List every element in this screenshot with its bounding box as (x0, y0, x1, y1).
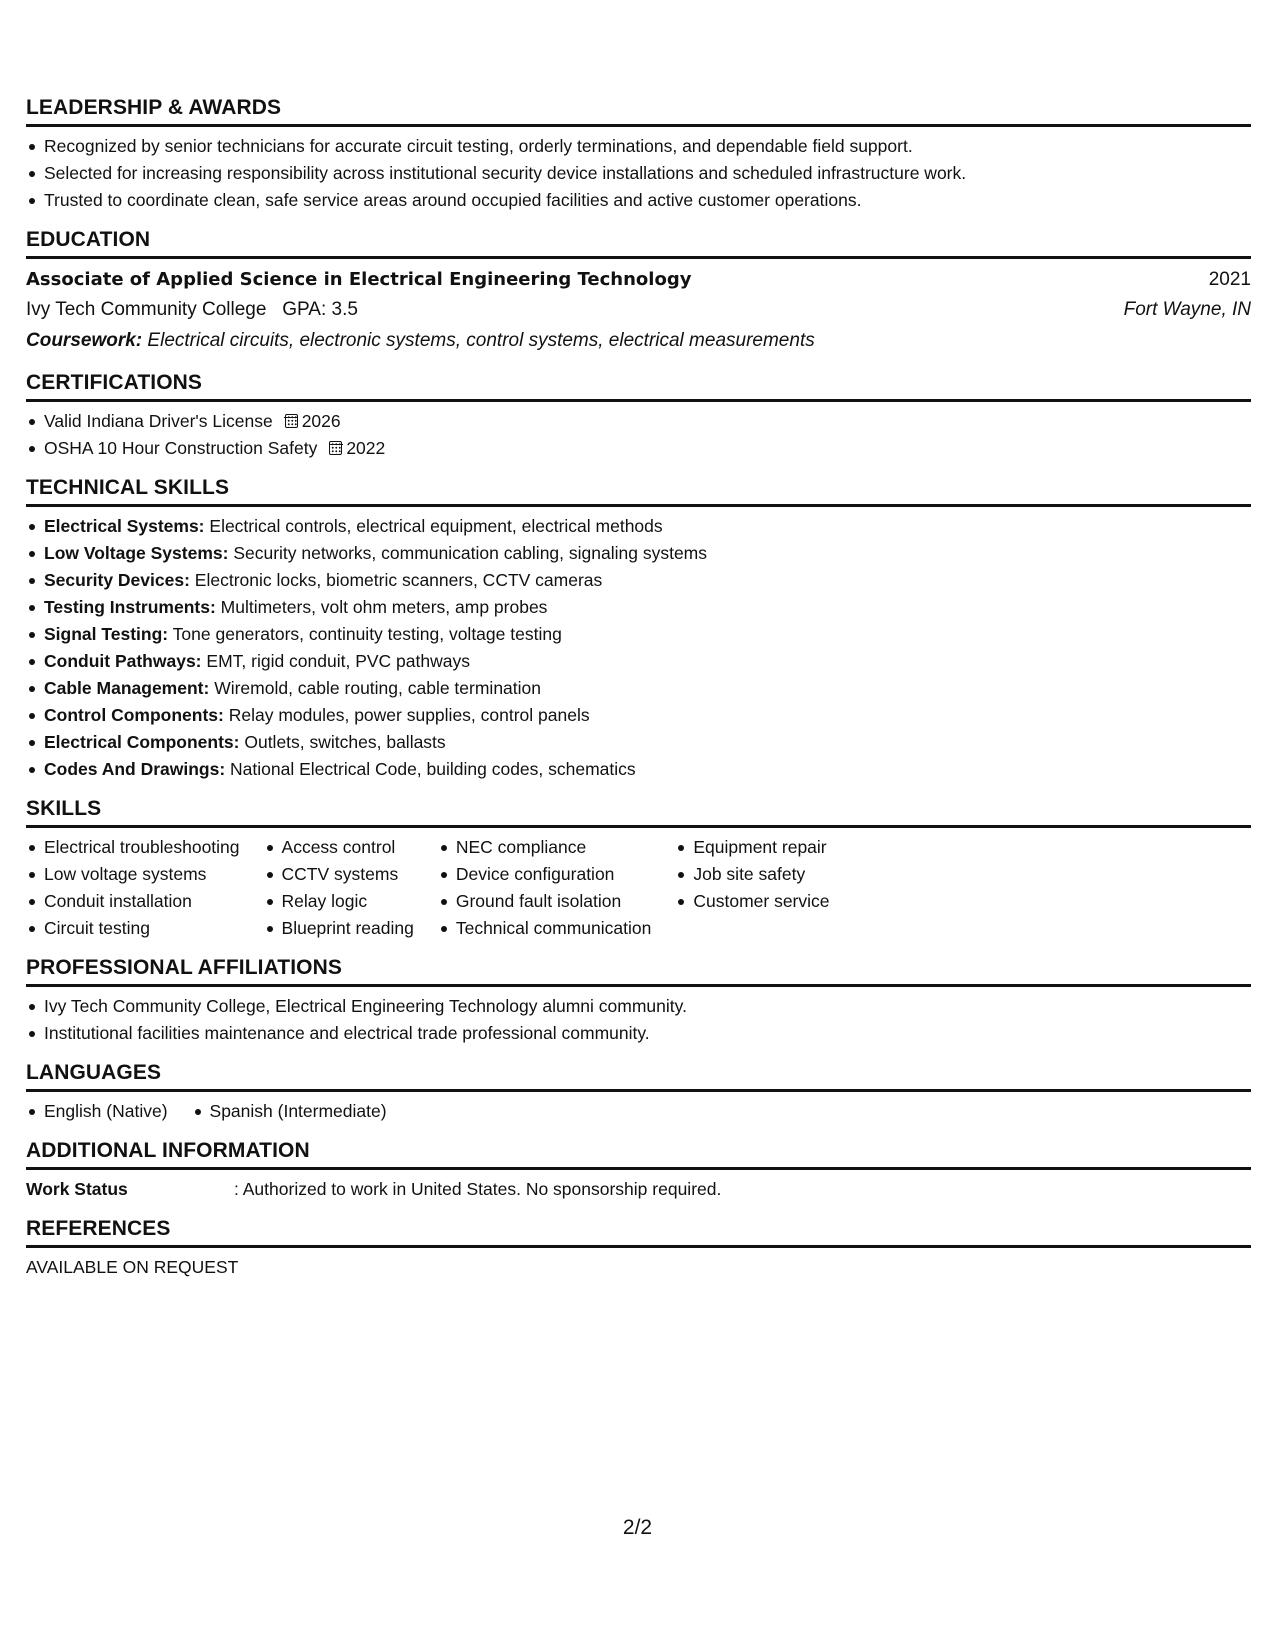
work-status-row (26, 1176, 1251, 1203)
list-item: Access control (264, 834, 414, 861)
languages-section (26, 1061, 1251, 1125)
education-school-row (26, 295, 1251, 325)
list-item (26, 648, 1251, 675)
skill-label: Electrical Components: (44, 732, 240, 752)
languages-list (26, 1098, 1251, 1125)
calendar-icon (285, 414, 298, 428)
list-item: Low voltage systems (26, 861, 240, 888)
skills-column (264, 834, 414, 942)
skill-text: Tone generators, continuity testing, voltage testing (172, 624, 562, 644)
technical-skills-section (26, 476, 1251, 783)
skills-grid (26, 834, 1251, 942)
cert-year: 2022 (346, 438, 386, 458)
degree-name: Associate of Applied Science in Electrical Engineering Technology (26, 269, 692, 290)
list-item (26, 756, 1251, 783)
list-item: Ground fault isolation (438, 888, 652, 915)
technical-skills-list (26, 513, 1251, 783)
school-info (26, 295, 358, 325)
skill-label: Conduit Pathways: (44, 651, 202, 671)
list-item (26, 702, 1251, 729)
certifications-section (26, 371, 1251, 462)
skill-text: Electronic locks, biometric scanners, CCTV cameras (194, 570, 603, 590)
skill-text: Multimeters, volt ohm meters, amp probes (220, 597, 548, 617)
references-section (26, 1217, 1251, 1281)
list-item (26, 621, 1251, 648)
skill-label: Security Devices: (44, 570, 190, 590)
affiliations-title: PROFESSIONAL AFFILIATIONS (26, 956, 1251, 987)
technical-skills-title: TECHNICAL SKILLS (26, 476, 1251, 507)
list-item: English (Native) (26, 1098, 168, 1125)
work-status-label: Work Status (26, 1179, 128, 1199)
skill-label: Codes And Drawings: (44, 759, 226, 779)
degree-year: 2021 (1208, 269, 1251, 290)
skill-text: Outlets, switches, ballasts (244, 732, 446, 752)
skill-label: Signal Testing: (44, 624, 169, 644)
skill-label: Low Voltage Systems: (44, 543, 229, 563)
list-item (26, 408, 1251, 435)
certifications-list (26, 408, 1251, 462)
list-item (26, 567, 1251, 594)
list-item: Job site safety (675, 861, 829, 888)
list-item: Spanish (Intermediate) (192, 1098, 387, 1125)
leadership-list (26, 133, 1251, 214)
gpa: GPA: 3.5 (282, 299, 358, 320)
list-item (26, 435, 1251, 462)
cert-year: 2026 (301, 411, 341, 431)
list-item: Blueprint reading (264, 915, 414, 942)
list-item: Device configuration (438, 861, 652, 888)
skills-title: SKILLS (26, 797, 1251, 828)
resume-page (26, 96, 1251, 1281)
skill-label: Control Components: (44, 705, 224, 725)
certifications-title: CERTIFICATIONS (26, 371, 1251, 402)
list-item: Recognized by senior technicians for accurate circuit testing, orderly terminations, and dependable field support. (26, 133, 1251, 160)
leadership-title: LEADERSHIP & AWARDS (26, 96, 1251, 127)
school-name: Ivy Tech Community College (26, 299, 267, 320)
list-item (26, 513, 1251, 540)
list-item: Institutional facilities maintenance and electrical trade professional community. (26, 1020, 1251, 1047)
languages-title: LANGUAGES (26, 1061, 1251, 1092)
references-text: AVAILABLE ON REQUEST (26, 1257, 239, 1277)
skills-column (26, 834, 240, 942)
coursework (26, 325, 1251, 356)
cert-name: OSHA 10 Hour Construction Safety (44, 438, 318, 458)
list-item (26, 729, 1251, 756)
coursework-text: Electrical circuits, electronic systems, control systems, electrical measurements (147, 330, 815, 351)
list-item: Conduit installation (26, 888, 240, 915)
additional-section (26, 1139, 1251, 1203)
affiliations-section (26, 956, 1251, 1047)
skill-text: Electrical controls, electrical equipment, electrical methods (209, 516, 663, 536)
coursework-label: Coursework: (26, 330, 143, 351)
leadership-section (26, 96, 1251, 214)
calendar-icon (329, 441, 342, 455)
additional-title: ADDITIONAL INFORMATION (26, 1139, 1251, 1170)
skill-text: National Electrical Code, building codes, schematics (230, 759, 636, 779)
skill-text: Relay modules, power supplies, control panels (228, 705, 590, 725)
list-item: Electrical troubleshooting (26, 834, 240, 861)
list-item: Equipment repair (675, 834, 829, 861)
list-item (26, 675, 1251, 702)
education-section (26, 228, 1251, 356)
list-item (26, 594, 1251, 621)
education-degree-row (26, 265, 1251, 295)
skills-column (675, 834, 829, 942)
list-item: NEC compliance (438, 834, 652, 861)
school-location: Fort Wayne, IN (1123, 299, 1251, 320)
list-item: Selected for increasing responsibility across institutional security device installations and scheduled infrastructure work. (26, 160, 1251, 187)
education-title: EDUCATION (26, 228, 1251, 259)
cert-name: Valid Indiana Driver's License (44, 411, 273, 431)
list-item: Technical communication (438, 915, 652, 942)
list-item: Customer service (675, 888, 829, 915)
skill-text: Security networks, communication cabling, signaling systems (233, 543, 707, 563)
skill-text: EMT, rigid conduit, PVC pathways (206, 651, 470, 671)
references-title: REFERENCES (26, 1217, 1251, 1248)
affiliations-list (26, 993, 1251, 1047)
skill-label: Testing Instruments: (44, 597, 216, 617)
list-item: Relay logic (264, 888, 414, 915)
list-item: CCTV systems (264, 861, 414, 888)
skills-column (438, 834, 652, 942)
list-item: Ivy Tech Community College, Electrical Engineering Technology alumni community. (26, 993, 1251, 1020)
list-item: Trusted to coordinate clean, safe service areas around occupied facilities and active customer operations. (26, 187, 1251, 214)
list-item (26, 540, 1251, 567)
work-status-value: : Authorized to work in United States. No sponsorship required. (234, 1179, 722, 1199)
page-number: 2/2 (622, 1516, 653, 1539)
skill-text: Wiremold, cable routing, cable termination (214, 678, 542, 698)
skill-label: Electrical Systems: (44, 516, 205, 536)
skill-label: Cable Management: (44, 678, 210, 698)
skills-section (26, 797, 1251, 942)
list-item: Circuit testing (26, 915, 240, 942)
